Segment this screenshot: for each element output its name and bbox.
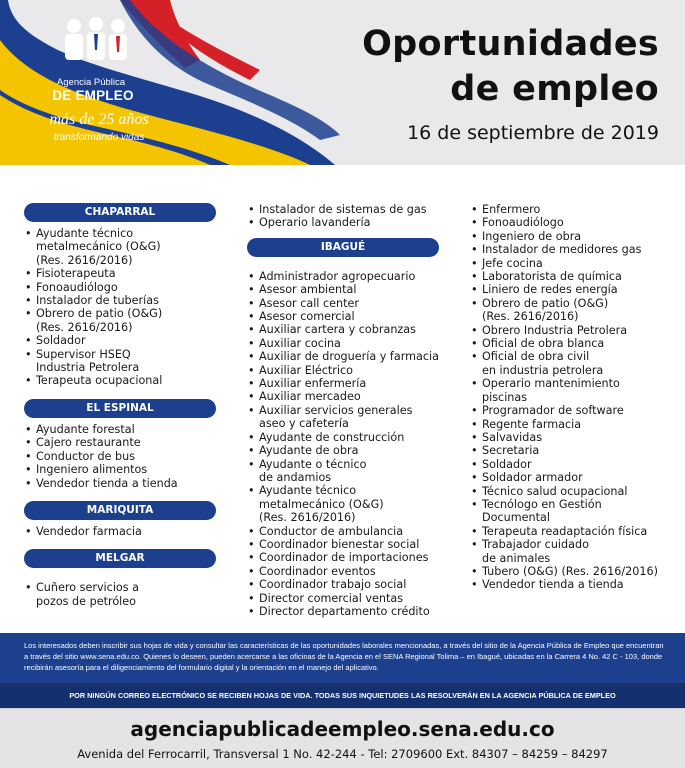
list-item: • Fisioterapeuta	[24, 267, 219, 280]
list-item: • Instalador de tuberías	[24, 294, 219, 307]
list-item: • Instalador de medidores gas	[470, 243, 680, 256]
spacer	[24, 573, 219, 581]
list-item: • Vendedor farmacia	[24, 525, 219, 538]
warning-bar	[0, 683, 685, 708]
section-ibague	[247, 238, 452, 619]
list-item: • Trabajador cuidado de animales	[470, 538, 680, 565]
list-item: • Vendedor tienda a tienda	[470, 578, 680, 591]
list-item: • Técnico salud ocupacional	[470, 485, 680, 498]
section-heading: EL ESPINAL	[24, 399, 216, 418]
list-item: • Operario lavandería	[247, 216, 452, 229]
list-item: • Programador de software	[470, 404, 680, 417]
info-panel	[0, 633, 685, 683]
section-heading: IBAGUÉ	[247, 238, 439, 257]
list-item: • Asesor comercial	[247, 310, 452, 323]
list-item: • Administrador agropecuario	[247, 270, 452, 283]
list-item: • Soldador	[470, 458, 680, 471]
list-item: • Salvavidas	[470, 431, 680, 444]
list-item: • Auxiliar mercadeo	[247, 390, 452, 403]
list-item: • Obrero Industria Petrolera	[470, 324, 680, 337]
section-mariquita	[24, 501, 219, 538]
job-list	[24, 525, 219, 538]
spacer	[24, 388, 219, 399]
list-item: • Soldador armador	[470, 471, 680, 484]
spacer	[24, 538, 219, 549]
list-item: • Ayudante o técnico de andamios	[247, 458, 452, 485]
list-item: • Soldador	[24, 334, 219, 347]
section-el-espinal	[24, 399, 219, 490]
section-chaparral	[24, 203, 219, 388]
list-item: • Obrero de patio (O&G) (Res. 2616/2016)	[470, 297, 680, 324]
list-item: • Auxiliar de droguería y farmacia	[247, 350, 452, 363]
list-item: • Auxiliar enfermería	[247, 377, 452, 390]
list-item: • Laboratorista de química	[470, 270, 680, 283]
list-item: • Oficial de obra blanca	[470, 337, 680, 350]
list-item: • Coordinador eventos	[247, 565, 452, 578]
list-item: • Auxiliar Eléctrico	[247, 364, 452, 377]
list-item: • Ayudante forestal	[24, 423, 219, 436]
list-item: • Supervisor HSEQ Industria Petrolera	[24, 348, 219, 375]
job-list	[247, 203, 452, 230]
list-item: • Cuñero servicios a pozos de petróleo	[24, 581, 219, 608]
job-list	[470, 203, 680, 592]
list-item: • Ayudante técnico metalmecánico (O&G) (Res. 2616/2016)	[24, 227, 219, 267]
list-item: • Coordinador bienestar social	[247, 538, 452, 551]
list-item: • Instalador de sistemas de gas	[247, 203, 452, 216]
section-heading: MELGAR	[24, 549, 216, 568]
website-link[interactable]: agenciapublicadeempleo.sena.edu.co	[130, 717, 555, 741]
job-list	[24, 227, 219, 388]
spacer	[247, 230, 452, 238]
list-item: • Cajero restaurante	[24, 436, 219, 449]
column-2	[247, 203, 452, 618]
warning-text: POR NINGÚN CORREO ELECTRÓNICO SE RECIBEN HOJAS DE VIDA. TODAS SUS INQUIETUDES LAS RESOLVERÁN EN LA AGENCIA PÚBLICA DE EMPLEO	[69, 691, 616, 700]
list-item: • Enfermero	[470, 203, 680, 216]
list-item: • Terapeuta readaptación física	[470, 525, 680, 538]
header-banner	[0, 0, 685, 165]
section-heading: MARIQUITA	[24, 501, 216, 520]
people-icon	[56, 14, 136, 64]
list-item: • Obrero de patio (O&G) (Res. 2616/2016)	[24, 307, 219, 334]
list-item: • Liniero de redes energía	[470, 283, 680, 296]
logo-text-employment: DE EMPLEO	[52, 88, 134, 103]
address-text: Avenida del Ferrocarril, Transversal 1 No. 42-244 - Tel: 2709600 Ext. 84307 – 84259 – 84297	[77, 747, 608, 761]
list-item: • Secretaria	[470, 444, 680, 457]
list-item: • Auxiliar cocina	[247, 337, 452, 350]
column-1	[24, 203, 219, 608]
list-item: • Ayudante de construcción	[247, 431, 452, 444]
list-item: • Asesor ambiental	[247, 283, 452, 296]
list-item: • Coordinador trabajo social	[247, 578, 452, 591]
list-item: • Tecnólogo en Gestión Documental	[470, 498, 680, 525]
spacer	[247, 262, 452, 270]
list-item: • Conductor de ambulancia	[247, 525, 452, 538]
column-3	[470, 203, 680, 592]
publication-date: 16 de septiembre de 2019	[407, 122, 659, 144]
list-item: • Ingeniero de obra	[470, 230, 680, 243]
list-item: • Fonoaudiólogo	[24, 281, 219, 294]
list-item: • Fonoaudiólogo	[470, 216, 680, 229]
list-item: • Director departamento crédito	[247, 605, 452, 618]
job-list	[247, 270, 452, 619]
logo-slogan: más de 25 años	[49, 111, 149, 128]
title-line-1: Oportunidades	[362, 24, 659, 64]
list-item: • Ayudante técnico metalmecánico (O&G) (Res. 2616/2016)	[247, 484, 452, 524]
list-item: • Tubero (O&G) (Res. 2616/2016)	[470, 565, 680, 578]
logo-text-agency: Agencia Pública	[56, 77, 126, 88]
list-item: • Regente farmacia	[470, 418, 680, 431]
contact-footer	[0, 708, 685, 768]
job-list	[24, 581, 219, 608]
page-title	[362, 22, 659, 112]
list-item: • Director comercial ventas	[247, 592, 452, 605]
list-item: • Conductor de bus	[24, 450, 219, 463]
list-item: • Operario mantenimiento piscinas	[470, 377, 680, 404]
logo-tagline: transformando vidas	[53, 132, 145, 143]
agency-logo	[20, 14, 160, 144]
section-heading: CHAPARRAL	[24, 203, 216, 222]
list-item: • Auxiliar servicios generales aseo y cafetería	[247, 404, 452, 431]
info-text: Los interesados deben inscribir sus hojas de vida y consultar las características de las oportunidades laborales mencionadas, a través del sitio de la Agencia Pública de Empleo que encuentran a través del sitio www.sena.edu.co. Quienes lo deseen, pueden acercarse a las oficinas de la Agencia en el SENA Regional Tolima – en Ibagué, ubicadas en la Carrera 4 No. 42 C - 103, donde recibirán asesoría para el diligenciamiento del formulario digital y la orientación en el manejo del aplicativo.	[24, 641, 664, 672]
spacer	[24, 490, 219, 501]
list-item: • Vendedor tienda a tienda	[24, 477, 219, 490]
list-item: • Auxiliar cartera y cobranzas	[247, 323, 452, 336]
section-melgar	[24, 549, 219, 608]
list-item: • Asesor call center	[247, 297, 452, 310]
list-item: • Ingeniero alimentos	[24, 463, 219, 476]
list-item: • Terapeuta ocupacional	[24, 374, 219, 387]
list-item: • Oficial de obra civil en industria petrolera	[470, 350, 680, 377]
list-item: • Ayudante de obra	[247, 444, 452, 457]
job-list	[24, 423, 219, 490]
list-item: • Jefe cocina	[470, 257, 680, 270]
list-item: • Coordinador de importaciones	[247, 551, 452, 564]
title-line-2: de empleo	[450, 69, 659, 109]
